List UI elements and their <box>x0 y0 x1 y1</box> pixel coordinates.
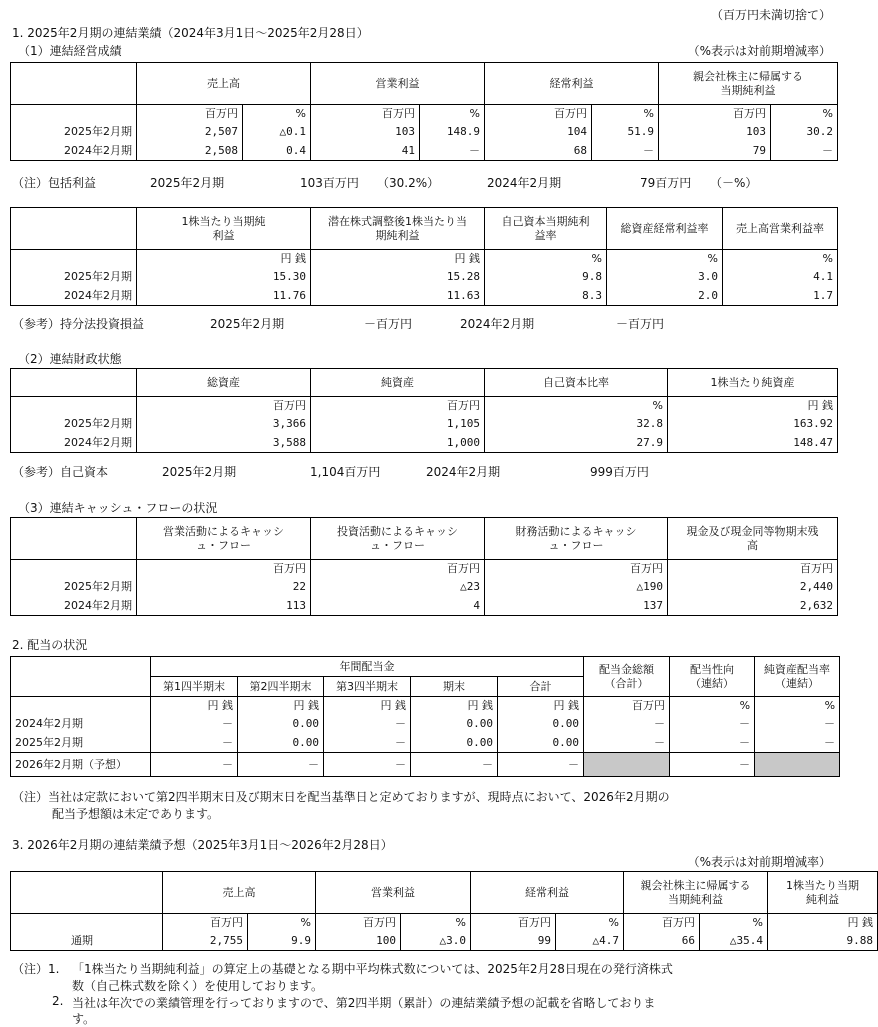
data-cell: 27.9 <box>485 434 668 453</box>
data-cell: 2,440 <box>668 578 838 597</box>
note-label: （参考）自己資本 <box>12 465 109 479</box>
unit-blank <box>11 697 151 715</box>
data-cell: － <box>584 734 670 753</box>
data-cell: 2,508 <box>137 142 243 161</box>
header-sales: 売上高 <box>137 63 311 105</box>
unit-cell: 百万円 <box>316 914 401 932</box>
data-cell: 103 <box>311 123 420 142</box>
forecast-note-2-line-1: 当社は年次での業績管理を行っておりますので、第2四半期（累計）の連結業績予想の記載を省略しておりま <box>72 996 656 1010</box>
data-cell: 66 <box>624 932 700 951</box>
header-blank <box>11 518 137 560</box>
unit-cell: % <box>485 250 607 268</box>
table-row <box>11 142 838 161</box>
note-pct: （30.2%） <box>377 176 440 190</box>
unit-blank <box>11 105 137 123</box>
data-cell: 2,507 <box>137 123 243 142</box>
unit-cell: % <box>670 697 755 715</box>
operating-results-table <box>10 62 838 161</box>
unit-cell: % <box>248 914 316 932</box>
header-roa: 総資産経常利益率 <box>607 208 723 250</box>
data-cell: － <box>324 715 411 734</box>
unit-cell: % <box>401 914 471 932</box>
forecast-note-2-marker: 2. <box>52 994 64 1008</box>
data-cell: 11.76 <box>137 287 311 306</box>
data-cell: 3.0 <box>607 268 723 287</box>
data-cell: － <box>670 753 755 777</box>
table-row-forecast <box>11 753 840 777</box>
header-total-assets: 総資産 <box>137 369 311 397</box>
data-cell: 0.00 <box>498 734 584 753</box>
unit-cell: 円 銭 <box>411 697 498 715</box>
unit-cell: % <box>592 105 659 123</box>
row-label: 2025年2月期 <box>11 123 137 142</box>
unit-blank <box>11 397 137 415</box>
dividend-note-line-1: （注）当社は定款において第2四半期末日及び期末日を配当基準日と定めておりますが、現時点において、2026年2月期の <box>12 790 670 804</box>
row-label: 2025年2月期 <box>11 578 137 597</box>
data-cell: 2,755 <box>163 932 248 951</box>
unit-blank <box>11 914 163 932</box>
data-cell: 8.3 <box>485 287 607 306</box>
row-label: 2025年2月期 <box>11 415 137 434</box>
unit-cell: 百万円 <box>659 105 771 123</box>
unit-cell: 百万円 <box>624 914 700 932</box>
header-payout-ratio: 配当性向（連結） <box>670 657 755 697</box>
data-cell: － <box>498 753 584 777</box>
cash-flow-table <box>10 517 838 616</box>
note-pct: （－%） <box>710 176 758 190</box>
data-cell: 68 <box>485 142 592 161</box>
data-cell: 41 <box>311 142 420 161</box>
header-operating-profit: 営業利益 <box>316 872 471 914</box>
row-label: 2026年2月期（予想） <box>11 753 151 777</box>
header-ordinary-profit: 経常利益 <box>471 872 624 914</box>
header-diluted-eps: 潜在株式調整後1株当たり当期純利益 <box>311 208 485 250</box>
data-cell: 15.30 <box>137 268 311 287</box>
unit-cell: % <box>243 105 311 123</box>
data-cell: 2,632 <box>668 597 838 616</box>
header-cash-balance: 現金及び現金同等物期末残高 <box>668 518 838 560</box>
data-cell: 4.1 <box>723 268 838 287</box>
data-cell: 9.8 <box>485 268 607 287</box>
data-cell: 148.47 <box>668 434 838 453</box>
header-roe: 自己資本当期純利益率 <box>485 208 607 250</box>
data-cell: － <box>151 715 238 734</box>
data-cell: △23 <box>311 578 485 597</box>
header-sales: 売上高 <box>163 872 316 914</box>
data-cell: 163.92 <box>668 415 838 434</box>
data-cell: 148.9 <box>420 123 485 142</box>
financial-position-table <box>10 368 838 453</box>
unit-cell: 円 銭 <box>238 697 324 715</box>
data-cell: 30.2 <box>771 123 838 142</box>
header-margin: 売上高営業利益率 <box>723 208 838 250</box>
unit-cell: 百万円 <box>485 560 668 578</box>
shaded-cell <box>755 753 840 777</box>
note-period: 2024年2月期 <box>426 465 501 479</box>
table-row <box>11 415 838 434</box>
data-cell: 0.00 <box>238 734 324 753</box>
data-cell: － <box>151 734 238 753</box>
data-cell: 137 <box>485 597 668 616</box>
header-blank <box>11 872 163 914</box>
note-period: 2024年2月期 <box>487 176 562 190</box>
data-cell: － <box>324 734 411 753</box>
header-eps: 1株当たり当期純利益 <box>768 872 878 914</box>
unit-cell: 円 銭 <box>498 697 584 715</box>
header-total: 合計 <box>498 677 584 697</box>
data-cell: 103 <box>659 123 771 142</box>
data-cell: 0.00 <box>238 715 324 734</box>
data-cell: △3.0 <box>401 932 471 951</box>
data-cell: △190 <box>485 578 668 597</box>
table-row <box>11 123 838 142</box>
unit-cell: % <box>771 105 838 123</box>
data-cell: 99 <box>471 932 556 951</box>
data-cell: － <box>670 715 755 734</box>
unit-cell: 百万円 <box>485 105 592 123</box>
section-1-sub: （1）連結経営成績 <box>18 44 122 58</box>
section-1-title: 1. 2025年2月期の連結業績（2024年3月1日～2025年2月28日） <box>12 26 369 40</box>
unit-cell: 百万円 <box>584 697 670 715</box>
header-blank <box>11 657 151 697</box>
data-cell: － <box>411 753 498 777</box>
header-equity-ratio: 自己資本比率 <box>485 369 668 397</box>
data-cell: － <box>592 142 659 161</box>
table-row <box>11 268 838 287</box>
data-cell: － <box>771 142 838 161</box>
unit-cell: % <box>755 697 840 715</box>
header-net-profit: 親会社株主に帰属する当期純利益 <box>624 872 768 914</box>
data-cell: 1.7 <box>723 287 838 306</box>
table-row <box>11 578 838 597</box>
unit-cell: 百万円 <box>137 560 311 578</box>
row-label: 2025年2月期 <box>11 734 151 753</box>
table-row <box>11 734 840 753</box>
note-label: （注）包括利益 <box>12 176 97 190</box>
unit-cell: % <box>420 105 485 123</box>
unit-cell: 円 銭 <box>324 697 411 715</box>
row-label: 2025年2月期 <box>11 268 137 287</box>
row-label: 2024年2月期 <box>11 434 137 453</box>
data-cell: △0.1 <box>243 123 311 142</box>
unit-cell: 円 銭 <box>768 914 878 932</box>
note-period: 2025年2月期 <box>150 176 225 190</box>
note-value: 999百万円 <box>590 465 649 479</box>
unit-cell: % <box>607 250 723 268</box>
note-period: 2025年2月期 <box>210 317 285 331</box>
table-row <box>11 932 878 951</box>
unit-blank <box>11 560 137 578</box>
data-cell: 0.00 <box>411 734 498 753</box>
forecast-table <box>10 871 878 951</box>
data-cell: △35.4 <box>700 932 768 951</box>
shaded-cell <box>584 753 670 777</box>
data-cell: 32.8 <box>485 415 668 434</box>
note-value: 103百万円 <box>300 176 359 190</box>
note-period: 2025年2月期 <box>162 465 237 479</box>
unit-cell: 百万円 <box>311 397 485 415</box>
unit-cell: 円 銭 <box>137 250 311 268</box>
data-cell: 15.28 <box>311 268 485 287</box>
data-cell: 11.63 <box>311 287 485 306</box>
header-annual-dividends: 年間配当金 <box>151 657 584 677</box>
data-cell: － <box>755 734 840 753</box>
unit-cell: 百万円 <box>668 560 838 578</box>
table-row <box>11 597 838 616</box>
note-label: （参考）持分法投資損益 <box>12 317 145 331</box>
section-dividends-title: 2. 配当の状況 <box>12 638 88 652</box>
unit-cell: 百万円 <box>311 105 420 123</box>
data-cell: △4.7 <box>556 932 624 951</box>
data-cell: 0.00 <box>411 715 498 734</box>
note-value: －百万円 <box>364 317 413 331</box>
header-doe: 純資産配当率（連結） <box>755 657 840 697</box>
header-net-profit: 親会社株主に帰属する当期純利益 <box>659 63 838 105</box>
data-cell: 9.88 <box>768 932 878 951</box>
row-label: 2024年2月期 <box>11 597 137 616</box>
unit-cell: 百万円 <box>163 914 248 932</box>
section-forecast-title: 3. 2026年2月期の連結業績予想（2025年3月1日～2026年2月28日） <box>12 838 393 852</box>
note-period: 2024年2月期 <box>460 317 535 331</box>
unit-cell: % <box>556 914 624 932</box>
unit-cell: 百万円 <box>471 914 556 932</box>
equity-note <box>12 463 832 479</box>
header-operating-profit: 営業利益 <box>311 63 485 105</box>
header-eps: 1株当たり当期純利益 <box>137 208 311 250</box>
unit-cell: 百万円 <box>137 105 243 123</box>
data-cell: 4 <box>311 597 485 616</box>
equity-method-note <box>12 315 832 331</box>
data-cell: － <box>670 734 755 753</box>
dividends-table <box>10 656 840 777</box>
header-q1: 第1四半期末 <box>151 677 238 697</box>
header-q3: 第3四半期末 <box>324 677 411 697</box>
data-cell: 1,000 <box>311 434 485 453</box>
unit-cell: 百万円 <box>311 560 485 578</box>
unit-cell: 円 銭 <box>151 697 238 715</box>
forecast-note-1-line-2: 数（自己株式数を除く）を使用しております。 <box>72 979 324 993</box>
data-cell: 2.0 <box>607 287 723 306</box>
header-total-dividends: 配当金総額（合計） <box>584 657 670 697</box>
header-blank <box>11 63 137 105</box>
header-q2: 第2四半期末 <box>238 677 324 697</box>
data-cell: 22 <box>137 578 311 597</box>
data-cell: 104 <box>485 123 592 142</box>
unit-cell: % <box>700 914 768 932</box>
data-cell: － <box>324 753 411 777</box>
header-ordinary-profit: 経常利益 <box>485 63 659 105</box>
unit-cell: % <box>485 397 668 415</box>
data-cell: 3,588 <box>137 434 311 453</box>
header-investing-cf: 投資活動によるキャッシュ・フロー <box>311 518 485 560</box>
unit-cell: % <box>723 250 838 268</box>
unit-blank <box>11 250 137 268</box>
section-2-title: （2）連結財政状態 <box>18 352 122 366</box>
data-cell: 3,366 <box>137 415 311 434</box>
forecast-note-1-line-1: 「1株当たり当期純利益」の算定上の基礎となる期中平均株式数については、2025年2月28日現在の発行済株式 <box>72 962 673 976</box>
header-blank <box>11 208 137 250</box>
forecast-pct-note: （%表示は対前期増減率） <box>687 855 831 869</box>
data-cell: 0.4 <box>243 142 311 161</box>
data-cell: 9.9 <box>248 932 316 951</box>
data-cell: 113 <box>137 597 311 616</box>
unit-cell: 円 銭 <box>311 250 485 268</box>
data-cell: 1,105 <box>311 415 485 434</box>
data-cell: － <box>755 715 840 734</box>
data-cell: 79 <box>659 142 771 161</box>
row-label: 通期 <box>11 932 163 951</box>
data-cell: 51.9 <box>592 123 659 142</box>
row-label: 2024年2月期 <box>11 287 137 306</box>
table-row <box>11 434 838 453</box>
header-blank <box>11 369 137 397</box>
note-value: 1,104百万円 <box>310 465 381 479</box>
table-row <box>11 715 840 734</box>
table-row <box>11 287 838 306</box>
forecast-note-1-marker: （注）1. <box>12 962 60 976</box>
row-label: 2024年2月期 <box>11 142 137 161</box>
header-financing-cf: 財務活動によるキャッシュ・フロー <box>485 518 668 560</box>
per-share-table <box>10 207 838 306</box>
data-cell: － <box>420 142 485 161</box>
data-cell: － <box>238 753 324 777</box>
data-cell: － <box>584 715 670 734</box>
data-cell: － <box>151 753 238 777</box>
unit-cell: 百万円 <box>137 397 311 415</box>
forecast-note-2-line-2: す。 <box>72 1012 96 1026</box>
note-value: －百万円 <box>616 317 665 331</box>
header-bps: 1株当たり純資産 <box>668 369 838 397</box>
data-cell: 100 <box>316 932 401 951</box>
pct-note: （%表示は対前期増減率） <box>687 44 831 58</box>
dividend-note-line-2: 配当予想額は未定であります。 <box>52 807 220 821</box>
comprehensive-income-note <box>12 174 832 190</box>
data-cell: 0.00 <box>498 715 584 734</box>
row-label: 2024年2月期 <box>11 715 151 734</box>
header-year-end: 期末 <box>411 677 498 697</box>
unit-cell: 円 銭 <box>668 397 838 415</box>
unit-note: （百万円未満切捨て） <box>710 8 831 22</box>
header-net-assets: 純資産 <box>311 369 485 397</box>
section-3-title: （3）連結キャッシュ・フローの状況 <box>18 501 218 515</box>
header-operating-cf: 営業活動によるキャッシュ・フロー <box>137 518 311 560</box>
note-value: 79百万円 <box>640 176 692 190</box>
